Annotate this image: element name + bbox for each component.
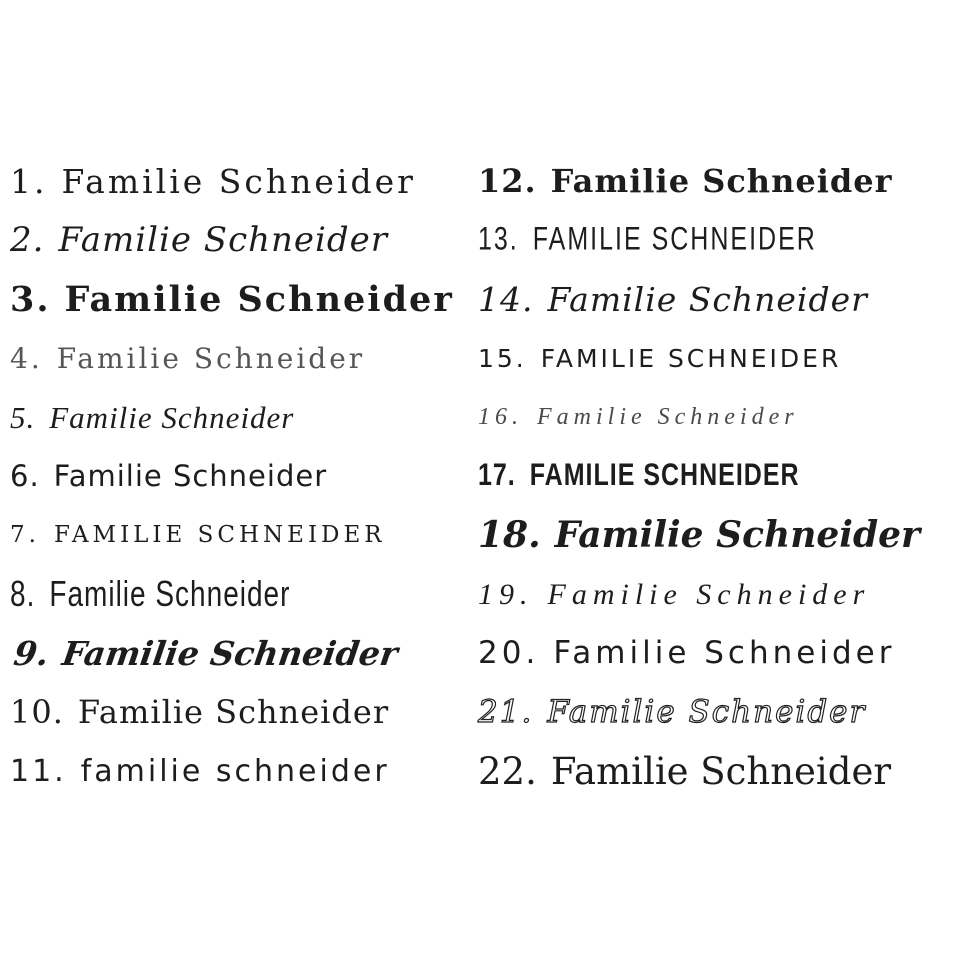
font-sample-text: Familie Schneider (550, 162, 893, 200)
font-sample-number: 13. (478, 220, 519, 258)
font-sample-number: 6. (10, 459, 40, 493)
font-sample-number: 17. (478, 457, 516, 493)
font-sample-text: Familie Schneider (550, 750, 892, 793)
font-sample-text: FAMILIE SCHNEIDER (53, 522, 386, 548)
font-sample-row-2 (10, 211, 470, 270)
font-sample-text: Familie Schneider (53, 459, 328, 493)
font-sample-number: 19. (478, 578, 534, 611)
font-sample-row-8 (10, 555, 470, 632)
font-sample-row-15 (478, 329, 970, 388)
font-sample-row-5 (10, 388, 470, 447)
font-sample-text: Familie Schneider (56, 342, 366, 375)
font-sample-number: 20. (478, 635, 540, 671)
font-sample-text: Familie Schneider (64, 279, 454, 320)
font-sample-number: 8. (10, 573, 36, 614)
font-sample-text: Familie Schneider (49, 573, 291, 614)
font-sample-number: 3. (10, 279, 51, 320)
font-sample-text: familie schneider (80, 754, 390, 789)
font-sample-number: 21. (478, 694, 534, 730)
font-sample-number: 4. (10, 342, 43, 375)
font-sample-text: Familie Schneider (553, 635, 896, 671)
font-sample-number: 10. (10, 693, 64, 731)
font-sample-number: 5. (10, 400, 36, 435)
font-sample-number: 7. (10, 522, 40, 548)
font-sample-number: 18. (478, 514, 541, 556)
font-sample-text: FAMILIE SCHNEIDER (529, 457, 800, 493)
font-sample-text: Familie Schneider (537, 404, 799, 430)
font-sample-text: Familie Schneider (547, 578, 871, 611)
font-sample-row-13 (478, 201, 970, 278)
font-sample-row-11 (10, 742, 470, 801)
font-sample-row-4 (10, 329, 470, 388)
font-sample-row-9 (10, 624, 478, 683)
font-sample-number: 9. (11, 634, 52, 673)
font-sample-row-20 (478, 624, 970, 683)
font-sample-row-21 (478, 683, 970, 742)
font-sample-text: Familie Schneider (554, 514, 921, 556)
font-sample-number: 2. (10, 220, 45, 260)
font-sample-row-3 (10, 270, 470, 329)
font-sample-row-10 (10, 683, 470, 742)
font-sample-row-19 (478, 565, 970, 624)
font-sample-number: 22. (478, 750, 537, 793)
font-sample-text: Familie Schneider (61, 162, 416, 201)
font-sample-row-1 (10, 152, 470, 211)
font-sample-text: FAMILIE SCHNEIDER (540, 344, 842, 373)
font-sample-text: Familie Schneider (59, 634, 401, 673)
font-sample-text: Familie Schneider (58, 220, 389, 260)
font-sample-row-17 (478, 439, 970, 513)
font-sample-number: 16. (478, 404, 523, 430)
font-sample-row-18 (478, 506, 970, 565)
font-sample-text: Familie Schneider (547, 280, 868, 319)
font-sample-number: 14. (478, 280, 534, 319)
font-sample-text: Familie Schneider (77, 693, 390, 731)
font-sample-text: FAMILIE SCHNEIDER (532, 220, 817, 258)
font-sample-number: 11. (10, 754, 67, 789)
font-sample-row-14 (478, 270, 970, 329)
font-sample-text: Familie Schneider (547, 694, 867, 730)
font-column-left (0, 152, 470, 801)
font-sample-text: Familie Schneider (49, 400, 295, 435)
font-sample-row-22 (478, 742, 970, 801)
font-sample-number: 1. (10, 162, 48, 201)
font-sample-number: 12. (478, 162, 537, 200)
font-column-right (470, 152, 970, 801)
font-sample-row-6 (10, 447, 470, 506)
font-sample-number: 15. (478, 344, 527, 373)
